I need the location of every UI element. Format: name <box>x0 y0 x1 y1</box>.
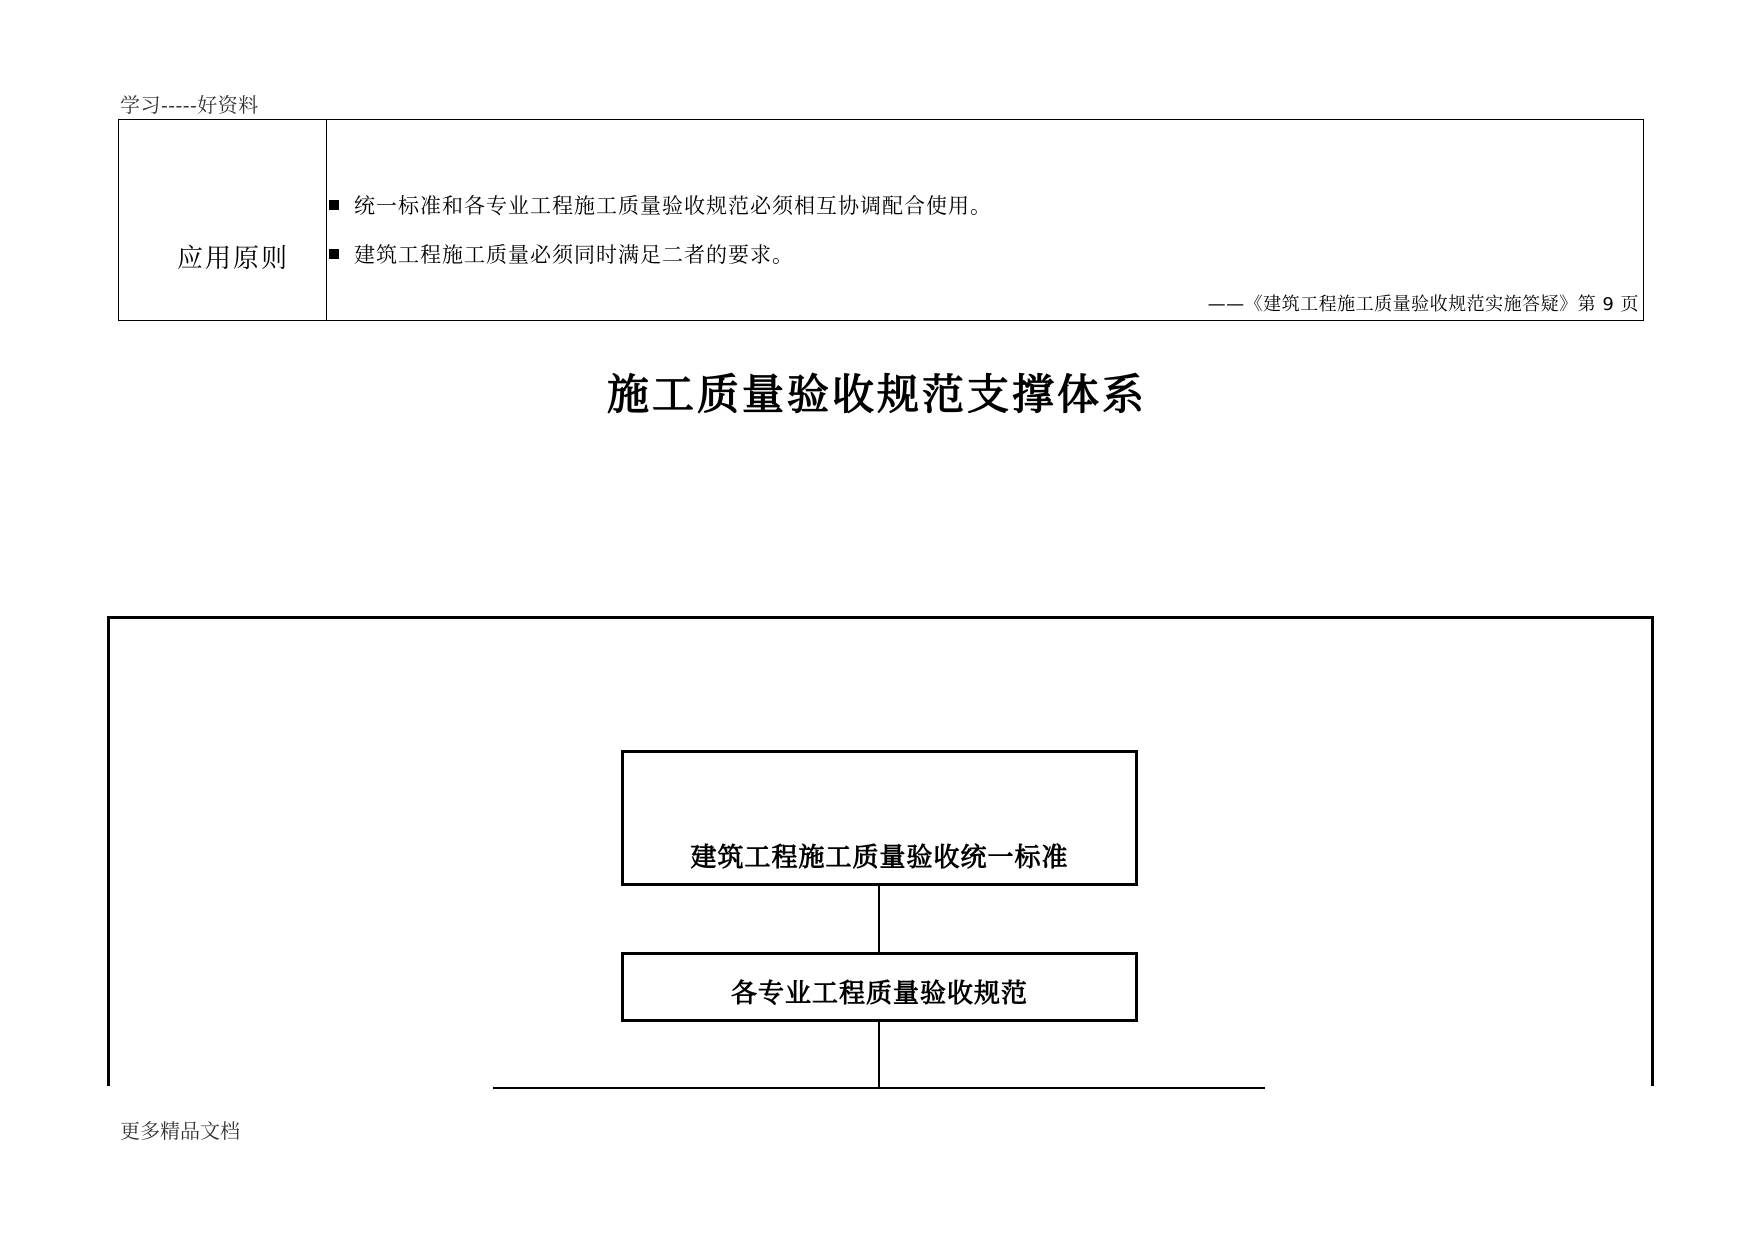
unified-standard-label: 建筑工程施工质量验收统一标准 <box>690 843 1069 873</box>
principle-item-text: 统一标准和各专业工程施工质量验收规范必须相互协调配合使用。 <box>354 194 992 218</box>
principle-item-text: 建筑工程施工质量必须同时满足二者的要求。 <box>354 243 794 267</box>
principle-item <box>329 190 992 220</box>
specialized-codes-label: 各专业工程质量验收规范 <box>730 979 1028 1009</box>
connector-line <box>878 886 880 952</box>
branch-line <box>493 1087 1265 1089</box>
application-principle-table <box>118 119 1644 321</box>
square-bullet-icon <box>329 200 339 210</box>
principle-label: 应用原则 <box>177 244 290 274</box>
principle-label-cell <box>119 120 327 320</box>
page-footer-note: 更多精品文档 <box>120 1119 240 1143</box>
principle-item <box>329 239 794 269</box>
citation-source: ——《建筑工程施工质量验收规范实施答疑》第 9 页 <box>1207 294 1639 315</box>
page-header-note: 学习-----好资料 <box>120 93 259 117</box>
unified-standard-node <box>621 750 1138 886</box>
square-bullet-icon <box>329 249 339 259</box>
page-title: 施工质量验收规范支撑体系 <box>606 370 1147 419</box>
connector-line <box>878 1022 880 1088</box>
specialized-codes-node <box>621 952 1138 1022</box>
